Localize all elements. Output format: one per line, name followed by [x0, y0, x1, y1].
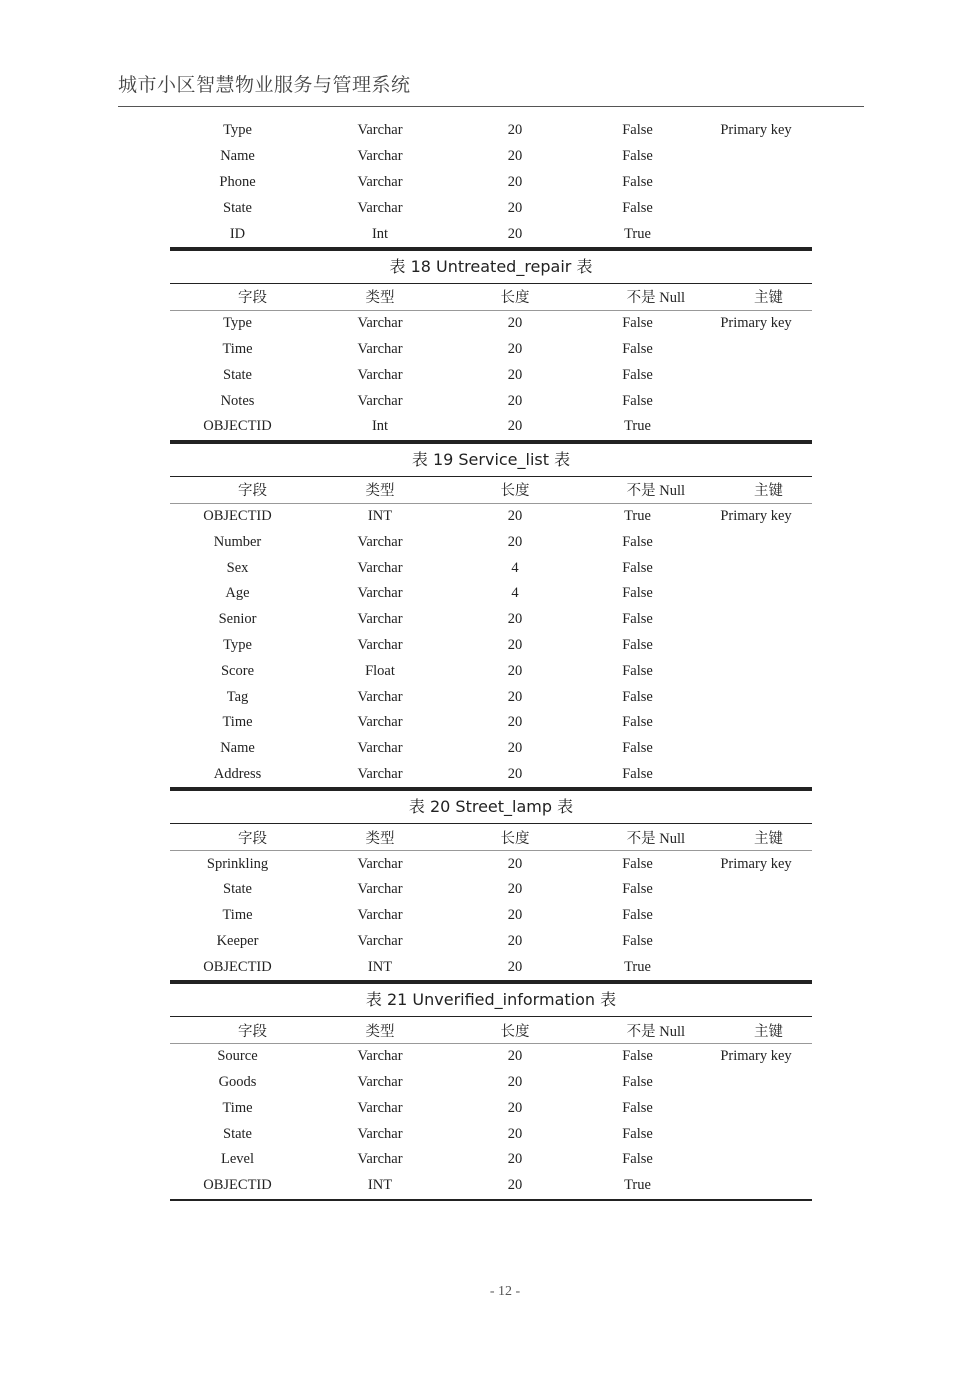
table-row [170, 877, 812, 903]
cell-primary-key: Primary key [720, 507, 792, 524]
table-header-row [170, 1017, 812, 1044]
cell-length: 20 [507, 418, 523, 435]
cell-field: Number [213, 533, 262, 550]
cell-length: 20 [507, 340, 523, 357]
cell-length: 20 [507, 714, 523, 731]
table-row [170, 1070, 812, 1096]
cell-length: 20 [507, 1125, 523, 1142]
table-row [170, 581, 812, 607]
cell-length: 20 [507, 173, 523, 190]
cell-length: 20 [507, 932, 523, 949]
column-header-length: 长度 [500, 290, 530, 307]
table-row [170, 414, 812, 440]
cell-field: Senior [218, 611, 257, 628]
cell-field: Sex [226, 559, 249, 576]
column-header-field: 字段 [238, 830, 267, 847]
cell-type: Varchar [357, 1074, 403, 1091]
cell-type: Varchar [357, 688, 403, 705]
table-row [170, 736, 812, 762]
cell-not-null: False [622, 1125, 653, 1142]
table-stack [170, 118, 812, 1201]
cell-length: 20 [507, 662, 523, 679]
cell-field: Notes [220, 392, 255, 409]
cell-length: 20 [507, 881, 523, 898]
cell-not-null: False [622, 1074, 653, 1091]
cell-length: 20 [507, 636, 523, 653]
cell-length: 20 [507, 225, 523, 242]
cell-not-null: False [622, 662, 653, 679]
table-row [170, 929, 812, 955]
cell-type: Varchar [357, 1048, 403, 1065]
cell-field: OBJECTID [203, 507, 272, 524]
cell-type: Varchar [357, 855, 403, 872]
column-header-primary-key: 主键 [754, 290, 783, 307]
cell-field: Keeper [216, 932, 259, 949]
table-row [170, 1173, 812, 1199]
cell-field: Type [223, 122, 252, 139]
column-header-not-null: 不是 Null [626, 830, 685, 847]
cell-primary-key: Primary key [720, 1048, 792, 1065]
cell-not-null: False [622, 392, 653, 409]
cell-not-null: False [622, 559, 653, 576]
column-header-type: 类型 [365, 830, 395, 847]
cell-type: Varchar [357, 714, 403, 731]
cell-type: Int [371, 225, 389, 242]
table-3 [170, 789, 812, 982]
cell-not-null: False [622, 855, 653, 872]
cell-type: Varchar [357, 585, 403, 602]
cell-type: Varchar [357, 533, 403, 550]
cell-not-null: False [622, 315, 653, 332]
cell-type: Varchar [357, 740, 403, 757]
cell-field: State [223, 881, 252, 898]
cell-type: Varchar [357, 636, 403, 653]
table-row [170, 633, 812, 659]
cell-field: Sprinkling [206, 855, 269, 872]
table-caption: 表 20 Street_lamp 表 [170, 789, 812, 824]
cell-field: Type [223, 636, 252, 653]
cell-length: 20 [507, 765, 523, 782]
cell-type: Varchar [357, 765, 403, 782]
cell-field: OBJECTID [203, 1177, 272, 1194]
cell-type: Varchar [357, 1099, 403, 1116]
cell-not-null: False [622, 122, 653, 139]
table-caption: 表 19 Service_list 表 [170, 442, 812, 477]
cell-length: 20 [507, 366, 523, 383]
cell-length: 20 [507, 533, 523, 550]
cell-field: OBJECTID [203, 418, 272, 435]
cell-type: Varchar [357, 1125, 403, 1142]
page-number: - 12 - [489, 1284, 521, 1299]
cell-not-null: False [622, 585, 653, 602]
table-row [170, 504, 812, 530]
table-row [170, 710, 812, 736]
table-row [170, 118, 812, 144]
cell-not-null: False [622, 881, 653, 898]
cell-length: 20 [507, 507, 523, 524]
column-header-length: 长度 [500, 1023, 530, 1040]
table-4 [170, 982, 812, 1201]
cell-length: 20 [507, 1048, 523, 1065]
cell-field: Time [222, 1099, 253, 1116]
column-header-length: 长度 [500, 830, 530, 847]
cell-length: 20 [507, 740, 523, 757]
table-row [170, 170, 812, 196]
cell-not-null: False [622, 714, 653, 731]
column-header-not-null: 不是 Null [626, 483, 685, 500]
cell-field: State [223, 199, 252, 216]
table-row [170, 607, 812, 633]
column-header-type: 类型 [365, 290, 395, 307]
cell-field: State [223, 1125, 252, 1142]
table-bottom-rule [170, 1199, 812, 1201]
cell-not-null: False [622, 907, 653, 924]
cell-type: Varchar [357, 392, 403, 409]
cell-length: 20 [507, 1099, 523, 1116]
cell-not-null: False [622, 1151, 653, 1168]
table-row [170, 529, 812, 555]
table-row [170, 1147, 812, 1173]
table-row [170, 555, 812, 581]
cell-field: Name [220, 148, 255, 165]
running-header-title: 城市小区智慧物业服务与管理系统 [118, 74, 411, 96]
table-2 [170, 442, 812, 790]
column-header-type: 类型 [365, 1023, 395, 1040]
cell-type: Varchar [357, 315, 403, 332]
table-header-row [170, 824, 812, 851]
cell-type: Varchar [357, 366, 403, 383]
table-row [170, 221, 812, 247]
cell-not-null: False [622, 340, 653, 357]
column-header-primary-key: 主键 [754, 830, 783, 847]
table-row [170, 1044, 812, 1070]
cell-type: Float [365, 662, 395, 679]
cell-type: Varchar [357, 199, 403, 216]
table-row [170, 311, 812, 337]
cell-length: 20 [507, 958, 523, 975]
table-row [170, 954, 812, 980]
cell-not-null: False [622, 199, 653, 216]
cell-field: Type [223, 315, 252, 332]
cell-not-null: False [622, 740, 653, 757]
cell-length: 20 [507, 122, 523, 139]
table-header-row [170, 477, 812, 504]
cell-field: Level [220, 1151, 254, 1168]
cell-field: Goods [218, 1074, 257, 1091]
cell-type: Varchar [357, 148, 403, 165]
cell-type: INT [367, 958, 393, 975]
table-row [170, 762, 812, 788]
cell-not-null: False [622, 1048, 653, 1065]
cell-length: 20 [507, 907, 523, 924]
cell-length: 20 [507, 199, 523, 216]
cell-length: 20 [507, 392, 523, 409]
cell-length: 20 [507, 1177, 523, 1194]
cell-length: 4 [511, 585, 519, 602]
cell-type: INT [367, 1177, 393, 1194]
cell-length: 20 [507, 148, 523, 165]
table-header-row [170, 284, 812, 311]
cell-type: Varchar [357, 611, 403, 628]
cell-type: Varchar [357, 559, 403, 576]
column-header-type: 类型 [365, 483, 395, 500]
column-header-length: 长度 [500, 483, 530, 500]
cell-not-null: False [622, 1099, 653, 1116]
table-row [170, 851, 812, 877]
table-row [170, 144, 812, 170]
cell-not-null: False [622, 636, 653, 653]
cell-primary-key: Primary key [720, 315, 792, 332]
cell-type: INT [367, 507, 393, 524]
table-row [170, 684, 812, 710]
cell-type: Varchar [357, 1151, 403, 1168]
column-header-primary-key: 主键 [754, 1023, 783, 1040]
cell-type: Varchar [357, 122, 403, 139]
table-row [170, 1096, 812, 1122]
column-header-field: 字段 [238, 483, 267, 500]
table-1 [170, 249, 812, 442]
cell-not-null: False [622, 173, 653, 190]
cell-not-null: True [624, 418, 651, 435]
cell-field: Address [213, 765, 262, 782]
cell-not-null: False [622, 611, 653, 628]
cell-primary-key: Primary key [720, 122, 792, 139]
table-row [170, 1121, 812, 1147]
cell-length: 20 [507, 611, 523, 628]
table-row [170, 337, 812, 363]
column-header-field: 字段 [238, 1023, 267, 1040]
cell-field: Time [222, 340, 253, 357]
cell-length: 4 [511, 559, 519, 576]
table-row [170, 903, 812, 929]
cell-field: ID [229, 225, 246, 242]
cell-type: Varchar [357, 932, 403, 949]
table-row [170, 362, 812, 388]
cell-not-null: False [622, 148, 653, 165]
table-row [170, 388, 812, 414]
cell-not-null: False [622, 932, 653, 949]
cell-type: Varchar [357, 340, 403, 357]
cell-field: OBJECTID [203, 958, 272, 975]
column-header-field: 字段 [238, 290, 267, 307]
table-caption: 表 18 Untreated_repair 表 [170, 249, 812, 284]
cell-not-null: True [624, 1177, 651, 1194]
cell-primary-key: Primary key [720, 855, 792, 872]
cell-type: Int [371, 418, 389, 435]
column-header-primary-key: 主键 [754, 483, 783, 500]
table-0 [170, 118, 812, 249]
cell-field: Score [220, 662, 254, 679]
cell-length: 20 [507, 688, 523, 705]
cell-not-null: True [624, 507, 651, 524]
cell-field: State [223, 366, 252, 383]
cell-not-null: False [622, 366, 653, 383]
cell-not-null: False [622, 533, 653, 550]
cell-not-null: False [622, 765, 653, 782]
cell-not-null: False [622, 688, 653, 705]
cell-field: Age [225, 585, 250, 602]
cell-length: 20 [507, 315, 523, 332]
column-header-not-null: 不是 Null [626, 290, 685, 307]
cell-not-null: True [624, 225, 651, 242]
table-caption: 表 21 Unverified_information 表 [170, 982, 812, 1017]
cell-field: Tag [226, 688, 249, 705]
cell-not-null: True [624, 958, 651, 975]
column-header-not-null: 不是 Null [626, 1023, 685, 1040]
cell-type: Varchar [357, 907, 403, 924]
cell-field: Time [222, 714, 253, 731]
cell-field: Name [220, 740, 255, 757]
table-row [170, 195, 812, 221]
cell-type: Varchar [357, 173, 403, 190]
cell-type: Varchar [357, 881, 403, 898]
cell-field: Phone [219, 173, 256, 190]
cell-field: Time [222, 907, 253, 924]
cell-field: Source [217, 1048, 258, 1065]
cell-length: 20 [507, 1151, 523, 1168]
header-divider [118, 106, 864, 107]
cell-length: 20 [507, 855, 523, 872]
cell-length: 20 [507, 1074, 523, 1091]
table-row [170, 658, 812, 684]
